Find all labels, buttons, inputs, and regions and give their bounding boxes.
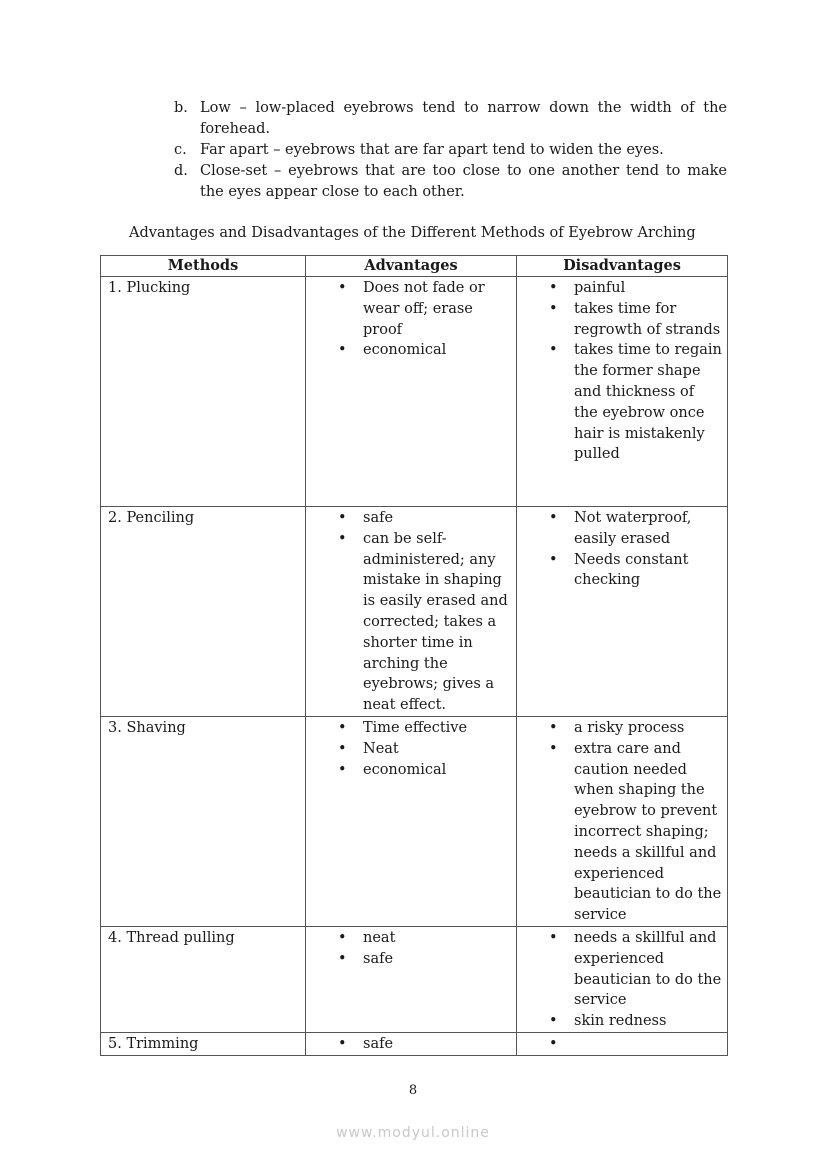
watermark: www.modyul.online	[336, 1125, 490, 1141]
method-cell: 5. Trimming	[101, 1032, 306, 1055]
list-item: • extra care and caution needed when shaping the eyebrow to prevent incorrect shaping; needs a skillful and experienced beautician to do the service	[549, 740, 722, 924]
method-cell: 1. Plucking	[101, 277, 306, 507]
disadvantages-cell	[517, 277, 728, 507]
disadvantages-cell	[517, 926, 728, 1032]
advantages-cell	[306, 1032, 517, 1055]
disadvantages-cell	[517, 716, 728, 926]
list-item: • needs a skillful and experienced beautician to do the service	[549, 929, 722, 1009]
list-item: • takes time for regrowth of strands	[549, 300, 721, 338]
list-item: • safe	[338, 510, 394, 526]
list-item: • takes time to regain the former shape and thickness of the eyebrow once hair is mistakenly pulled	[549, 342, 722, 463]
list-item: b. Low – low-placed eyebrows tend to narrow down the width of the forehead.	[174, 100, 727, 137]
methods-table	[100, 255, 728, 1056]
list-item: • Does not fade or wear off; erase proof	[338, 280, 485, 338]
method-cell: 3. Shaving	[101, 716, 306, 926]
list-item: • safe	[338, 1035, 394, 1052]
list-item: • can be self-administered; any mistake in shaping is easily erased and corrected; takes a shorter time in arching the eyebrows; gives a neat effect.	[338, 530, 508, 714]
table-caption: Advantages and Disadvantages of the Different Methods of Eyebrow Arching	[129, 225, 696, 241]
header-advantages: Advantages	[306, 256, 517, 277]
page-number: 8	[408, 1083, 418, 1098]
list-item: • economical	[338, 761, 447, 778]
table-row	[101, 1032, 728, 1055]
method-cell: 4. Thread pulling	[101, 926, 306, 1032]
disadvantages-cell: •	[517, 1032, 728, 1055]
table-header-row	[101, 256, 728, 277]
list-item: • safe	[338, 950, 394, 967]
list-item: • Not waterproof, easily erased	[549, 510, 692, 547]
list-item: • skin redness	[549, 1013, 667, 1030]
header-methods: Methods	[101, 256, 306, 277]
table-row	[101, 716, 728, 926]
list-item: • economical	[338, 342, 447, 359]
advantages-cell	[306, 926, 517, 1032]
disadvantages-cell	[517, 507, 728, 717]
table-row	[101, 277, 728, 507]
list-item: c. Far apart – eyebrows that are far apart tend to widen the eyes.	[174, 142, 664, 158]
method-cell: 2. Penciling	[101, 507, 306, 717]
list-item: • Needs constant checking	[549, 551, 689, 589]
header-disadvantages: Disadvantages	[517, 256, 728, 277]
table-row	[101, 507, 728, 717]
list-item: • neat	[338, 929, 396, 946]
advantages-cell	[306, 716, 517, 926]
list-item: • a risky process	[549, 719, 685, 736]
advantages-cell	[306, 277, 517, 507]
list-item: • painful	[549, 280, 626, 296]
list-item: d. Close-set – eyebrows that are too close to one another tend to make the eyes appear close to each other.	[174, 163, 727, 200]
advantages-cell	[306, 507, 517, 717]
intro-list	[174, 98, 727, 203]
table-row	[101, 926, 728, 1032]
list-item: • Neat	[338, 740, 399, 757]
list-item: • Time effective	[338, 719, 468, 736]
